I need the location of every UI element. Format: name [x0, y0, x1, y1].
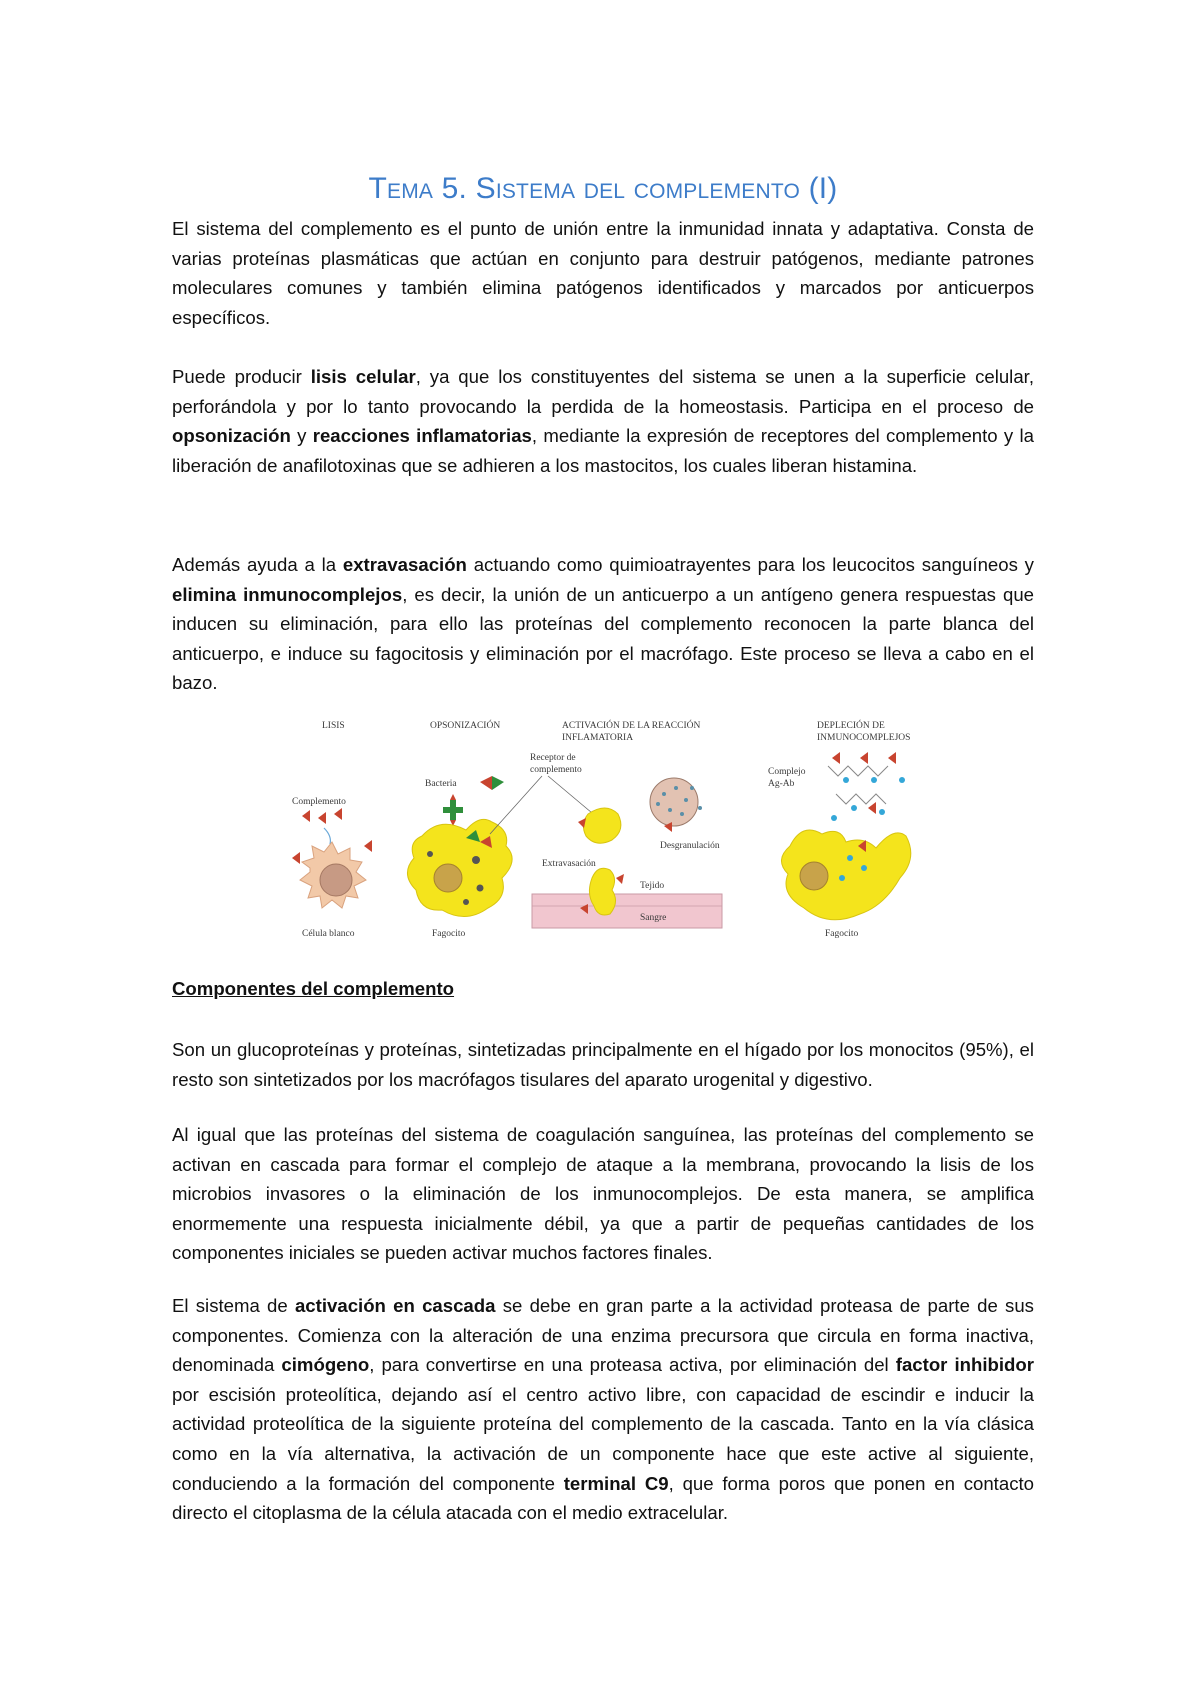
section-heading-componentes: Componentes del complemento	[172, 978, 455, 999]
text-run: , para convertirse en una proteasa activa, por eliminación del	[369, 1354, 896, 1376]
label-extravasacion: Extravasación	[542, 859, 596, 869]
label-fagocito-2: Fagocito	[825, 929, 859, 939]
bold-term-reacciones: reacciones inflamatorias	[312, 425, 532, 447]
label-fagocito-1: Fagocito	[432, 929, 466, 939]
mast-cell-degranulating	[650, 778, 698, 826]
target-cell	[300, 842, 366, 908]
label-lisis: LISIS	[322, 721, 345, 731]
phagocyte-nucleus	[800, 862, 828, 890]
label-opsonizacion: OPSONIZACIÓN	[430, 721, 501, 731]
immune-complex-chains	[828, 766, 888, 804]
arrow-icon	[324, 828, 330, 844]
paragraph-lisis	[172, 362, 1034, 480]
bold-term-opsonizacion: opsonización	[172, 425, 291, 447]
paragraph-intro: El sistema del complemento es el punto de unión entre la inmunidad innata y adaptativa. Consta de varias proteínas plasmáticas que actúan en conjunto para destruir patógenos, mediante patrones moleculares comunes y también elimina patógenos identificados y marcados por anticuerpos específicos.	[172, 218, 1034, 328]
paragraph-cascada: Al igual que las proteínas del sistema de coagulación sanguínea, las proteínas del complemento se activan en cascada para formar el complejo de ataque a la membrana, provocando la lisis de los microbios invasores o la eliminación de los inmunocomplejos. De esta manera, se amplifica enormemente una respuesta inicialmente débil, ya que a partir de pequeñas cantidades de los componentes iniciales se pueden activar muchos factores finales.	[172, 1124, 1034, 1264]
label-receptor-2: complemento	[530, 765, 582, 775]
text-run: por escisión proteolítica, dejando así el centro activo libre, con capacidad de escindir e inducir la actividad proteolítica de la siguiente proteína del complemento de la cascada. Tanto en la vía clásica como en la vía alternativa, la activación de un componente hace que este active al siguiente, conduciendo a la formación del componente	[172, 1383, 1034, 1494]
label-desgranulacion: Desgranulación	[660, 841, 720, 851]
text-run: Además ayuda a la	[172, 554, 343, 575]
page-title: Tema 5. Sistema del complemento (I)	[368, 172, 838, 205]
paragraph-activacion	[172, 1291, 1034, 1528]
phagocyte-nucleus	[434, 864, 462, 892]
antigen-dots	[831, 777, 905, 821]
bacteria-icon	[480, 776, 504, 790]
label-bacteria: Bacteria	[425, 779, 457, 789]
receptor-icon	[616, 874, 624, 884]
label-deplecion-1: DEPLECIÓN DE	[817, 721, 885, 731]
complement-functions-figure	[280, 718, 920, 944]
complement-on-complex	[832, 752, 896, 814]
bold-term-factor-inhibidor: factor inhibidor	[895, 1354, 1035, 1376]
bacteria-cross-icon	[443, 794, 463, 826]
text-run: , es decir, la unión de un anticuerpo a un antígeno genera respuestas que inducen su eliminación, para ello las proteínas del complemento reconocen la parte blanca del anticuerpo, e induce su fagocitosis y eliminación por el macrófago. Este proceso se lleva a cabo en el bazo.	[172, 583, 1035, 694]
text-run: , que forma poros que ponen en contacto directo el citoplasma de la célula atacada con el medio extracelular.	[172, 1472, 1034, 1524]
label-complejo-2: Ag-Ab	[768, 779, 795, 789]
label-tejido: Tejido	[640, 881, 665, 891]
bold-term-cimogeno: cimógeno	[281, 1354, 370, 1376]
paragraph-sintesis: Son un glucoproteínas y proteínas, sintetizadas principalmente en el hígado por los monocitos (95%), el resto son sintetizados por los macrófagos tisulares del aparato urogenital y digestivo.	[172, 1039, 1034, 1090]
blood-vessel	[532, 894, 722, 928]
paragraph-extravasacion	[172, 550, 1034, 698]
label-sangre: Sangre	[640, 913, 667, 923]
text-run: , ya que los constituyentes del sistema se unen a la superficie celular, perforándola y por lo tanto provocando la perdida de la homeostasis. Participa en el proceso de	[172, 366, 1034, 417]
bold-term-activacion: activación en cascada	[294, 1295, 496, 1316]
text-run: actuando como quimioatrayentes para los leucocitos sanguíneos y	[466, 554, 1034, 575]
pointer-line	[548, 776, 598, 818]
label-complejo-1: Complejo	[768, 767, 806, 777]
text-run: Puede producir	[172, 366, 311, 387]
label-complemento: Complemento	[292, 797, 346, 807]
label-deplecion-2: INMUNOCOMPLEJOS	[817, 733, 911, 743]
bold-term-inmunocomplejos: elimina inmunocomplejos	[172, 583, 403, 605]
label-activacion-2: INFLAMATORIA	[562, 733, 634, 743]
label-receptor-1: Receptor de	[530, 753, 576, 763]
phagocyte-opsonization	[407, 819, 512, 916]
mast-cell-yellow	[583, 808, 620, 843]
bold-term-terminal-c9: terminal C9	[563, 1472, 669, 1494]
label-activacion-1: ACTIVACIÓN DE LA REACCIÓN	[562, 721, 701, 731]
label-celula-blanco: Célula blanco	[302, 929, 355, 939]
text-run: El sistema de	[172, 1295, 295, 1316]
text-run: se debe en gran parte a la actividad proteasa de parte de sus componentes. Comienza con la alteración de una enzima precursora que circula en forma inactiva, denominada	[172, 1295, 1034, 1376]
text-run: y	[290, 425, 313, 447]
bold-term-extravasacion: extravasación	[342, 554, 467, 575]
text-run: , mediante la expresión de receptores del complemento y la liberación de anafilotoxinas que se adhieren a los mastocitos, los cuales liberan histamina.	[172, 425, 1034, 476]
bold-term-lisis: lisis celular	[310, 366, 416, 387]
